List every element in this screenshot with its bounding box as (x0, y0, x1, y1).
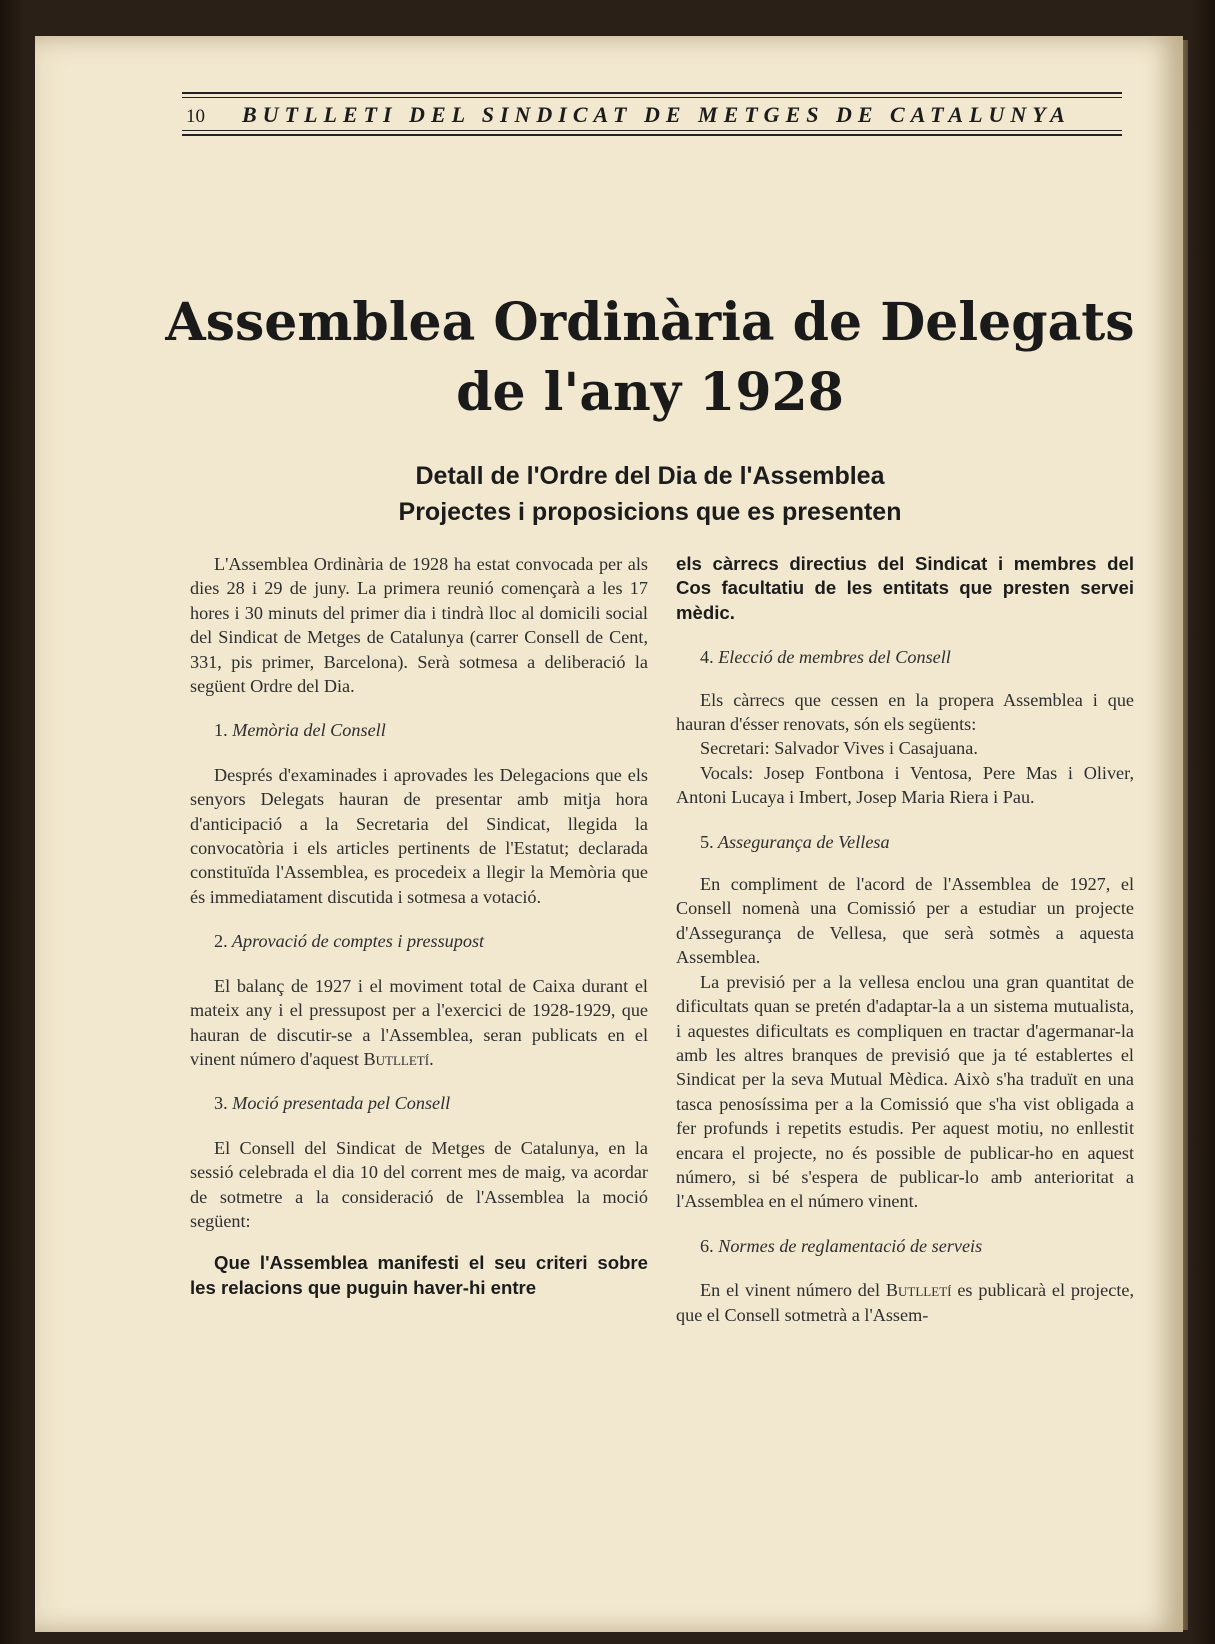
vocals-line: Vocals: Josep Fontbona i Ventosa, Pere Mas i Oliver, Antoni Lucaya i Imbert, Josep Maria Riera i Pau. (676, 762, 1134, 808)
section-5-paragraph-2: La previsió per a la vellesa enclou una gran quantitat de dificultats quan se pretén d'adaptar-la a un sistema mutualista, i aquestes dificultats es compliquen en tractar d'agermanar-la amb les altres branques de previsió que ja té establertes el Sindicat per la seva Mutual Mèdica. Això s'ha traduït en una tasca penosíssima per a la Comissió que s'ha vist obligada a fer profunds i repetits estudis. Per aquest motiu, no enllestit encara el projecte, no és possible de publicar-ho en aquest número, si bé s'espera de publicar-lo amb anterioritat a l'Assemblea en el número vinent. (676, 971, 1134, 1212)
section-number: 2. (214, 931, 228, 952)
section-heading-1 (190, 718, 648, 742)
motion-text-start: Que l'Assemblea manifesti el seu criteri sobre les relacions que puguin haver-hi entre (190, 1252, 648, 1298)
intro-paragraph: L'Assemblea Ordinària de 1928 ha estat convocada per als dies 28 i 29 de juny. La primera reunió començarà a les 17 hores i 30 minuts del primer dia i tindrà lloc al domicili social del Sindicat de Metges de Catalunya (carrer Consell de Cent, 331, pis primer, Barcelona). Serà sotmesa a deliberació la següent Ordre del Dia. (190, 554, 648, 697)
secretary-line: Secretari: Salvador Vives i Casajuana. (700, 738, 978, 759)
section-2-text-end: . (429, 1048, 434, 1069)
section-4-paragraph: Els càrrecs que cessen en la propera Assemblea i que hauran d'ésser renovats, són els següents: (676, 689, 1134, 735)
running-title: BUTLLETI DEL SINDICAT DE METGES DE CATALUNYA (242, 102, 1071, 127)
section-title: Moció presentada pel Consell (232, 1093, 451, 1114)
section-2-paragraph (190, 974, 648, 1072)
section-title: Normes de reglamentació de serveis (718, 1235, 983, 1256)
left-column (190, 552, 648, 1300)
section-title: Assegurança de Vellesa (717, 831, 890, 852)
section-6-paragraph (676, 1278, 1134, 1327)
article-title (150, 288, 1150, 428)
section-3-paragraph: El Consell del Sindicat de Metges de Catalunya, en la sessió celebrada el dia 10 del corrent mes de maig, va acordar de sotmetre a la consideració de l'Assemblea la moció següent: (190, 1137, 648, 1231)
section-6-text: En el vinent número del (700, 1280, 886, 1301)
subtitle-line-1: Detall de l'Ordre del Dia de l'Assemblea (415, 462, 885, 490)
section-number: 3. (214, 1093, 228, 1114)
page-number: 10 (186, 106, 205, 127)
section-number: 6. (700, 1235, 714, 1256)
subtitle-line-2: Projectes i proposicions que es presenten (398, 498, 902, 526)
section-number: 5. (700, 831, 714, 852)
header-rule (182, 92, 1122, 94)
section-2-text: El balanç de 1927 i el moviment total de Caixa durant el mateix any i el pressupost per a l'exercici de 1928-1929, que hauran de discutir-se a l'Assemblea, seran publicats en el vinent número d'aquest (190, 975, 648, 1069)
section-title: Memòria del Consell (232, 720, 386, 741)
article-subtitle (250, 458, 1050, 530)
section-title: Aprovació de comptes i pressupost (231, 931, 485, 952)
section-heading-6 (676, 1234, 1134, 1258)
right-column (676, 552, 1134, 1327)
bulletin-name: Butlletí (363, 1048, 430, 1069)
section-heading-2 (190, 929, 648, 953)
bulletin-name: Butlletí (885, 1280, 952, 1301)
title-line-2: de l'any 1928 (456, 362, 844, 423)
section-6-text-end: es publicarà el projecte, que el Consell sotmetrà a l'Assem- (676, 1280, 1134, 1325)
motion-text-end: els càrrecs directius del Sindicat i membres del Cos facultatiu de les entitats que presten servei mèdic. (676, 553, 1134, 623)
section-title: Elecció de membres del Consell (718, 647, 951, 668)
section-5-paragraph-1: En compliment de l'acord de l'Assemblea de 1927, el Consell nomenà una Comissió per a estudiar un projecte d'Assegurança de Vellesa, que serà sotmès a aquesta Assemblea. (676, 874, 1134, 968)
section-1-paragraph: Després d'examinades i aprovades les Delegacions que els senyors Delegats hauran de presentar amb mitja hora d'anticipació a la Secretaria del Sindicat, llegida la convocatòria i els articles pertinents de l'Estatut; declarada constituïda l'Assemblea, es procedeix a llegir la Memòria que és immediatament discutida i sotmesa a votació. (190, 764, 648, 907)
section-number: 1. (214, 720, 228, 741)
header-rule (182, 97, 1122, 98)
section-heading-5 (676, 830, 1134, 854)
section-heading-3 (190, 1091, 648, 1115)
title-line-1: Assemblea Ordinària de Delegats (165, 292, 1135, 353)
section-heading-4 (676, 645, 1134, 669)
section-number: 4. (700, 647, 714, 668)
running-header (182, 92, 1122, 144)
header-rule (182, 130, 1122, 131)
header-rule (182, 134, 1122, 136)
